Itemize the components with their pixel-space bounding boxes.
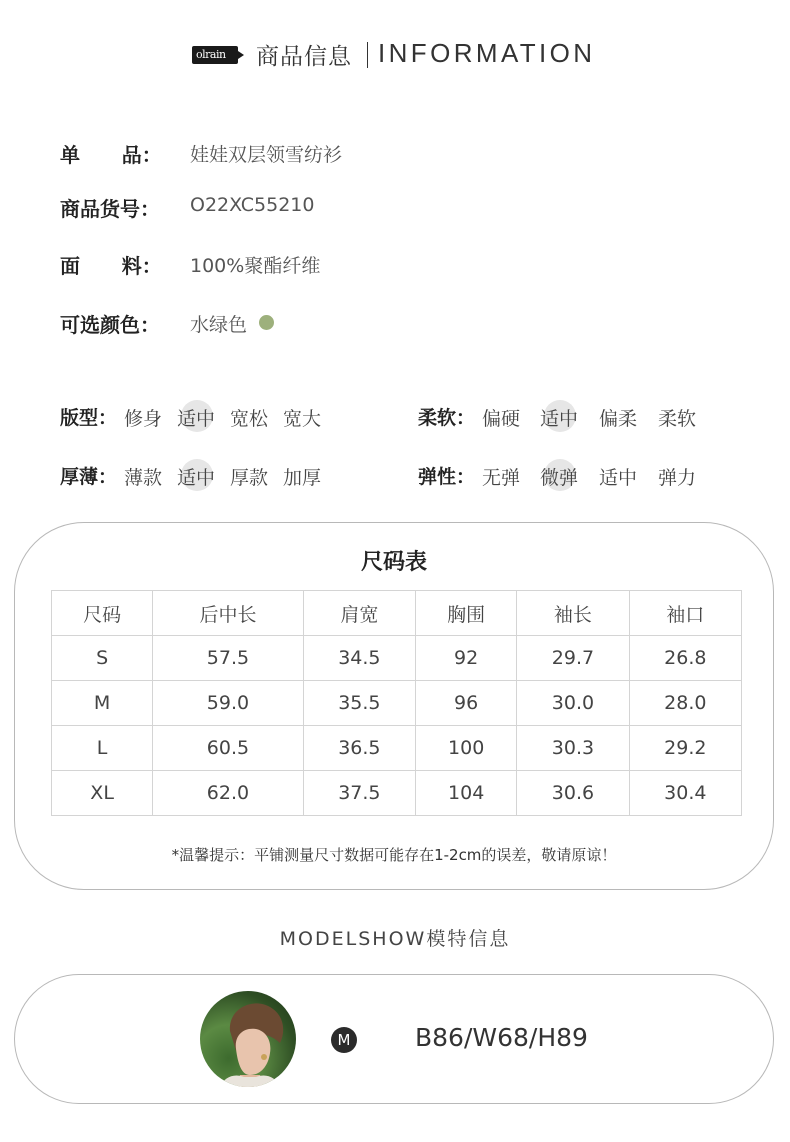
logo-arrow-icon (238, 51, 244, 59)
info-value: 娃娃双层领雪纺衫 (190, 144, 343, 166)
table-cell: 26.8 (629, 636, 741, 681)
attr-option-selected: 适中 (177, 404, 215, 431)
model-size-badge: M (331, 1027, 357, 1053)
table-cell: 60.5 (153, 726, 304, 771)
table-header-row (52, 591, 742, 636)
color-swatch (259, 315, 274, 330)
attr-label: 弹性： (418, 466, 476, 488)
attr-option: 修身 (124, 408, 163, 430)
size-chart-card (14, 522, 774, 890)
model-avatar (200, 991, 296, 1087)
table-cell: 34.5 (303, 636, 415, 681)
info-label: 单 品： (60, 143, 162, 167)
attr-label: 版型： (60, 407, 118, 429)
color-name: 水绿色 (190, 314, 248, 336)
table-cell: 104 (416, 771, 517, 816)
info-value: O22XC55210 (190, 194, 315, 216)
table-row (52, 681, 742, 726)
attr-option: 偏硬 (482, 408, 521, 430)
table-cell: 36.5 (303, 726, 415, 771)
table-row (52, 726, 742, 771)
table-cell: 62.0 (153, 771, 304, 816)
brand-logo: olrain (192, 46, 238, 64)
attr-option: 宽松 (230, 408, 269, 430)
table-cell: 92 (416, 636, 517, 681)
table-cell: 59.0 (153, 681, 304, 726)
column-header: 后中长 (153, 591, 304, 636)
attr-option: 适中 (599, 467, 638, 489)
table-cell: 35.5 (303, 681, 415, 726)
table-cell: 29.2 (629, 726, 741, 771)
info-value: 100%聚酯纤维 (190, 255, 321, 277)
info-label: 可选颜色： (60, 313, 160, 337)
table-cell: 57.5 (153, 636, 304, 681)
table-cell: M (52, 681, 153, 726)
header-title-en: INFORMATION (378, 38, 596, 68)
attr-option: 薄款 (124, 467, 163, 489)
table-cell: 96 (416, 681, 517, 726)
size-chart-note: *温馨提示：平铺测量尺寸数据可能存在1-2cm的误差，敬请原谅！ (171, 846, 617, 864)
header-title-cn: 商品信息 (256, 44, 352, 70)
size-chart-title: 尺码表 (360, 550, 427, 575)
column-header: 胸围 (416, 591, 517, 636)
table-row (52, 636, 742, 681)
attr-label: 厚薄： (60, 466, 118, 488)
table-cell: L (52, 726, 153, 771)
table-cell: 37.5 (303, 771, 415, 816)
column-header: 袖口 (629, 591, 741, 636)
size-table (51, 590, 742, 816)
table-row (52, 771, 742, 816)
attr-option: 厚款 (230, 467, 269, 489)
info-value (190, 310, 274, 337)
column-header: 肩宽 (303, 591, 415, 636)
attr-option-selected: 适中 (540, 404, 578, 431)
attr-label: 柔软： (418, 407, 476, 429)
table-cell: 29.7 (517, 636, 629, 681)
table-cell: 28.0 (629, 681, 741, 726)
table-cell: S (52, 636, 153, 681)
attr-option-selected: 微弹 (540, 463, 578, 490)
model-portrait-icon (200, 991, 296, 1087)
info-label: 商品货号： (60, 197, 160, 221)
table-cell: 30.0 (517, 681, 629, 726)
page-header (0, 36, 790, 72)
table-cell: 30.3 (517, 726, 629, 771)
table-cell: 30.4 (629, 771, 741, 816)
attr-option-selected: 适中 (177, 463, 215, 490)
model-measurements: B86/W68/H89 (415, 1023, 588, 1052)
attr-option: 弹力 (658, 467, 697, 489)
table-cell: XL (52, 771, 153, 816)
column-header: 袖长 (517, 591, 629, 636)
attr-option: 偏柔 (599, 408, 638, 430)
attr-option: 柔软 (658, 408, 697, 430)
model-section-title: MODELSHOW模特信息 (279, 928, 511, 950)
model-card (14, 974, 774, 1104)
attr-option: 加厚 (283, 467, 322, 489)
attr-option: 无弹 (482, 467, 521, 489)
attr-option: 宽大 (283, 408, 322, 430)
column-header: 尺码 (52, 591, 153, 636)
info-label: 面 料： (60, 254, 162, 278)
table-cell: 30.6 (517, 771, 629, 816)
table-cell: 100 (416, 726, 517, 771)
header-divider (367, 42, 368, 68)
